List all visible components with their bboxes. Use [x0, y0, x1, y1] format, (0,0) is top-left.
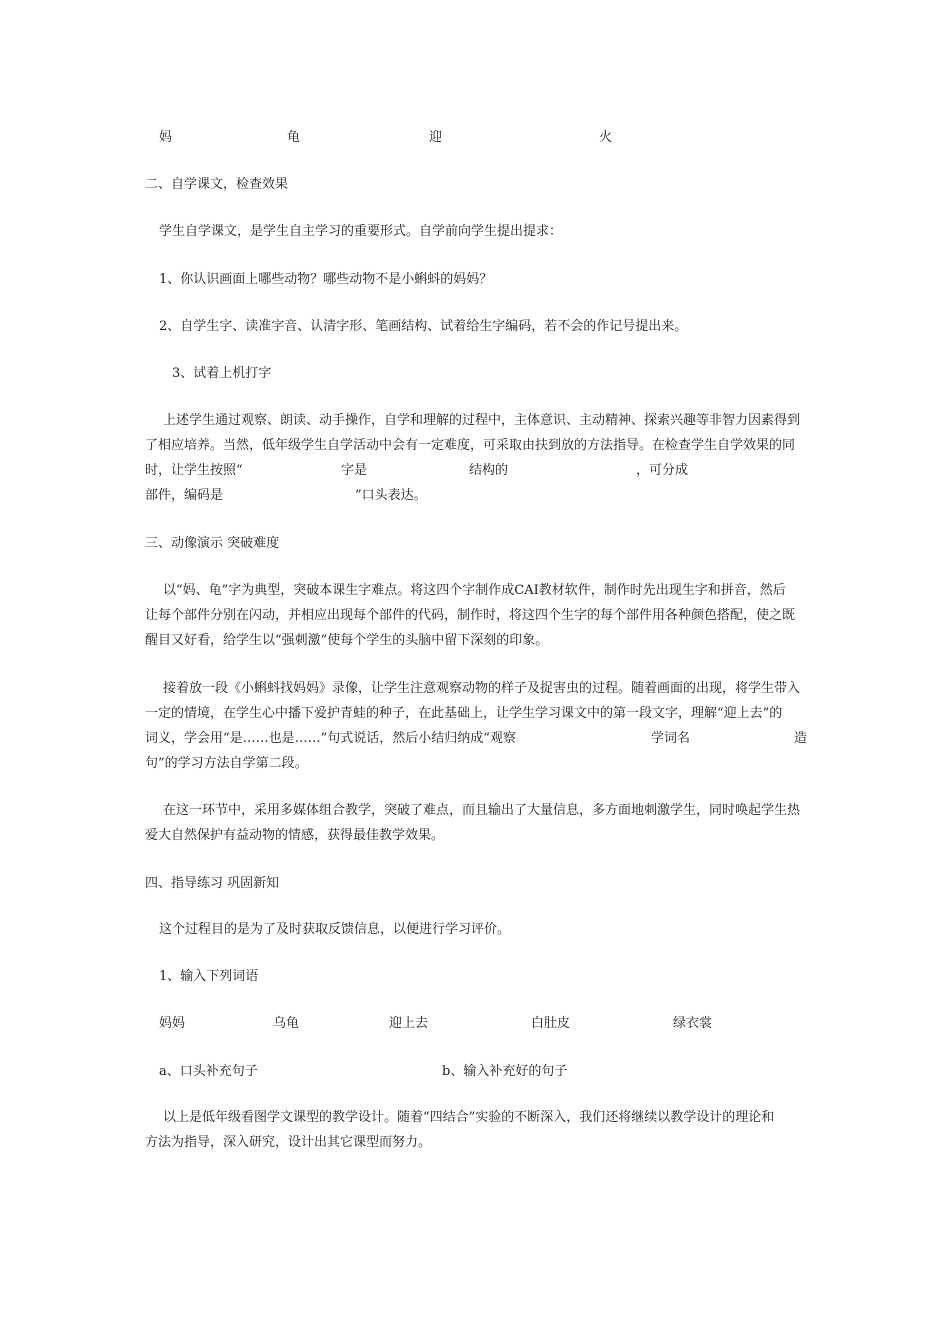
section2-frag-6: ”口头表达。 [355, 488, 427, 503]
section4-item-1: 1、输入下列词语 [159, 969, 259, 984]
section3-p1-line-2: 让每个部件分别在闪动，并相应出现每个部件的代码，制作时，将这四个生字的每个部件用各种颜色搭配，使之既 [145, 608, 796, 623]
word-2: 乌龟 [273, 1016, 300, 1031]
char-huo: 火 [599, 130, 613, 145]
char-ma: 妈 [159, 130, 173, 145]
section3-p1-line-1: 以“妈、龟”字为典型，突破本课生字难点。将这四个字制作成CAI教材软件，制作时先出现生字和拼音，然后 [163, 583, 786, 598]
section3-p2-frag-3: 造 [794, 731, 808, 746]
section2-frag-3: 结构的 [469, 463, 509, 478]
section2-intro: 学生自学课文，是学生自主学习的重要形式。自学前向学生提出提求： [159, 224, 563, 239]
option-b: b、输入补充好的句子 [442, 1064, 568, 1079]
word-3: 迎上去 [389, 1016, 429, 1031]
section2-heading: 二、自学课文，检查效果 [145, 177, 289, 192]
section3-heading: 三、动像演示 突破难度 [145, 536, 280, 551]
word-1: 妈妈 [159, 1016, 186, 1031]
section3-p2-frag-1: 词义，学会用“是……也是……”句式说话，然后小结归纳成“观察 [145, 731, 516, 746]
option-a: a、口头补充句子 [159, 1064, 258, 1079]
section4-intro: 这个过程目的是为了及时获取反馈信息，以便进行学习评价。 [159, 922, 511, 937]
section3-p3-line-2: 爱大自然保护有益动物的情感，获得最佳教学效果。 [145, 828, 445, 843]
section3-p1-line-3: 醒目又好看，给学生以“强刺激”使每个学生的头脑中留下深刻的印象。 [145, 633, 549, 648]
section2-para-line-1: 上述学生通过观察、朗读、动手操作，自学和理解的过程中，主体意识、主动精神、探索兴趣等非智力因素得到 [163, 413, 801, 428]
char-ying: 迎 [429, 130, 443, 145]
section3-p2-frag-2: 学词名 [651, 731, 691, 746]
char-gui: 龟 [287, 130, 301, 145]
section2-para-line-2: 了相应培养。当然，低年级学生自学活动中会有一定难度，可采取由扶到放的方法指导。在检查学生自学效果的同 [145, 438, 796, 453]
section4-heading: 四、指导练习 巩固新知 [145, 876, 280, 891]
section2-frag-1: 时，让学生按照“ [145, 463, 243, 478]
section3-p3-line-1: 在这一环节中，采用多媒体组合教学，突破了难点，而且输出了大量信息，多方面地刺激学生，同时唤起学生热 [163, 803, 801, 818]
section2-frag-5: 部件，编码是 [145, 488, 224, 503]
conclusion-line-2: 方法为指导，深入研究，设计出其它课型而努力。 [145, 1135, 432, 1150]
section2-item-2: 2、自学生字、读准字音、认清字形、笔画结构、试着给生字编码，若不会的作记号提出来。 [159, 319, 688, 334]
section2-frag-2: 字是 [341, 463, 368, 478]
section2-frag-4: ，可分成 [636, 463, 689, 478]
section3-p2-line-1: 接着放一段《小蝌蚪找妈妈》录像，让学生注意观察动物的样子及捉害虫的过程。随着画面的出现，将学生带入 [163, 681, 801, 696]
word-5: 绿衣裳 [673, 1016, 713, 1031]
word-4: 白肚皮 [531, 1016, 571, 1031]
conclusion-line-1: 以上是低年级看图学文课型的教学设计。随着“四结合”实验的不断深入，我们还将继续以教学设计的理论和 [163, 1110, 775, 1125]
section3-p2-line-2: 一定的情境，在学生心中播下爱护青蛙的种子，在此基础上，让学生学习课文中的第一段文字，理解“迎上去”的 [145, 706, 783, 721]
section3-p2-last: 句”的学习方法自学第二段。 [145, 756, 308, 771]
section2-item-3: 3、试着上机打字 [172, 366, 272, 381]
section2-item-1: 1、你认识画面上哪些动物？哪些动物不是小蝌蚪的妈妈？ [159, 272, 493, 287]
